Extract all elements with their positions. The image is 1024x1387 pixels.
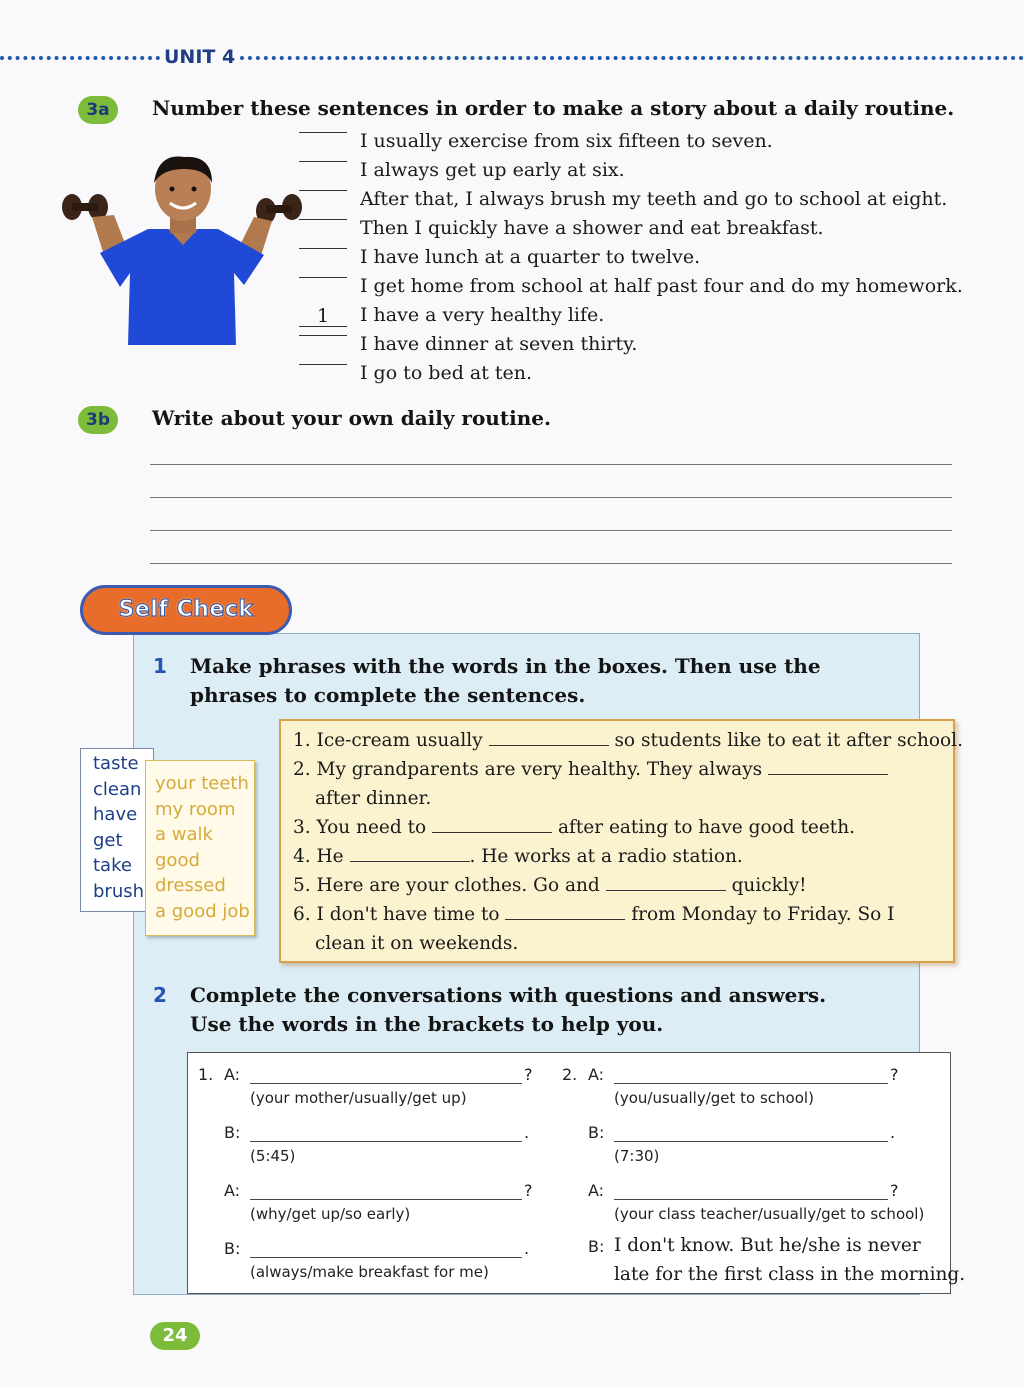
order-blank[interactable] xyxy=(299,248,347,249)
dotted-rule-right xyxy=(240,56,1024,60)
word-item: my room xyxy=(155,798,236,820)
section-3b-badge: 3b xyxy=(78,406,118,434)
self-check-label: Self Check xyxy=(80,585,292,635)
question-mark: ? xyxy=(890,1065,899,1084)
exercise-1-instruction: phrases to complete the sentences. xyxy=(190,683,586,707)
speaker-label: A: xyxy=(224,1065,241,1084)
exercise-2-instruction: Use the words in the brackets to help you. xyxy=(190,1012,664,1036)
word-item: good xyxy=(155,849,200,871)
period-mark: . xyxy=(890,1123,896,1142)
word-item: a good job xyxy=(155,900,250,922)
section-3b-heading: Write about your own daily routine. xyxy=(152,406,551,430)
exercise-1-instruction: Make phrases with the words in the boxes. Then use the xyxy=(190,654,821,678)
writing-line[interactable] xyxy=(150,497,952,498)
hint-text: (you/usually/get to school) xyxy=(614,1089,814,1107)
hint-text: (why/get up/so early) xyxy=(250,1205,411,1223)
conv-1-number: 1. xyxy=(198,1065,214,1084)
hint-text: (always/make breakfast for me) xyxy=(250,1263,489,1281)
answer-line[interactable] xyxy=(614,1083,888,1084)
order-blank[interactable] xyxy=(299,277,347,278)
sentence-6-cont: clean it on weekends. xyxy=(315,933,519,954)
sentence-item: I go to bed at ten. xyxy=(360,362,533,384)
hint-text: (5:45) xyxy=(250,1147,296,1165)
answer-blank[interactable] xyxy=(768,759,888,775)
answer-line[interactable] xyxy=(250,1141,522,1142)
hint-text: (7:30) xyxy=(614,1147,660,1165)
sentence-3: 3. You need to after eating to have good teeth. xyxy=(293,817,855,838)
unit-title: UNIT 4 xyxy=(160,47,239,67)
answer-line[interactable] xyxy=(614,1141,888,1142)
exercise-1-number: 1 xyxy=(153,654,167,678)
sentence-5: 5. Here are your clothes. Go and quickly! xyxy=(293,875,807,896)
answer-line[interactable] xyxy=(250,1199,522,1200)
sentence-item: I usually exercise from six fifteen to seven. xyxy=(360,130,773,152)
conv-2-number: 2. xyxy=(562,1065,578,1084)
speaker-label: A: xyxy=(224,1181,241,1200)
word-item: clean xyxy=(93,778,142,800)
speaker-label: B: xyxy=(224,1239,241,1258)
answer-blank[interactable] xyxy=(606,875,726,891)
sentence-2: 2. My grandparents are very healthy. They always xyxy=(293,755,888,784)
sentence-item: After that, I always brush my teeth and go to school at eight. xyxy=(360,188,948,210)
order-blank[interactable] xyxy=(299,132,347,133)
speaker-label: B: xyxy=(588,1237,605,1256)
writing-line[interactable] xyxy=(150,464,952,465)
word-item: dressed xyxy=(155,875,226,896)
sentence-item: I have dinner at seven thirty. xyxy=(360,333,638,355)
noun-word-box xyxy=(145,760,255,936)
order-blank[interactable] xyxy=(299,364,347,365)
unit-header xyxy=(0,47,1024,67)
given-answer: late for the first class in the morning. xyxy=(614,1264,966,1285)
sentence-item: I always get up early at six. xyxy=(360,159,625,181)
hint-text: (your mother/usually/get up) xyxy=(250,1089,467,1107)
speaker-label: A: xyxy=(588,1065,605,1084)
word-item: your teeth xyxy=(155,773,249,794)
word-item: have xyxy=(93,804,138,825)
period-mark: . xyxy=(524,1123,530,1142)
question-mark: ? xyxy=(890,1181,899,1200)
order-blank[interactable] xyxy=(299,335,347,336)
writing-line[interactable] xyxy=(150,563,952,564)
answer-blank[interactable] xyxy=(489,730,609,746)
sentence-item: I have lunch at a quarter to twelve. xyxy=(360,246,701,268)
sentence-item: I have a very healthy life. xyxy=(360,304,605,326)
sentence-item: I get home from school at half past four and do my homework. xyxy=(360,275,963,297)
sentences-box xyxy=(279,719,963,963)
sentence-4: 4. He . He works at a radio station. xyxy=(293,846,743,867)
answer-blank[interactable] xyxy=(350,846,470,862)
answer-line[interactable] xyxy=(250,1257,522,1258)
word-item: taste xyxy=(93,753,139,774)
left-dumbbell-icon xyxy=(62,194,108,220)
section-3a-badge: 3a xyxy=(78,96,118,124)
boy-with-dumbbells-illustration xyxy=(58,155,308,355)
hint-text: (your class teacher/usually/get to school) xyxy=(614,1205,925,1223)
given-answer: I don't know. But he/she is never xyxy=(614,1235,921,1256)
answer-blank[interactable] xyxy=(505,904,625,920)
exercise-2-number: 2 xyxy=(153,983,167,1007)
question-mark: ? xyxy=(524,1181,533,1200)
speaker-label: B: xyxy=(224,1123,241,1142)
exercise-2-instruction: Complete the conversations with questions and answers. xyxy=(190,983,827,1007)
sentence-6: 6. I don't have time to from Monday to Friday. So I xyxy=(293,904,895,925)
answer-line[interactable] xyxy=(250,1083,522,1084)
speaker-label: B: xyxy=(588,1123,605,1142)
dotted-rule-left xyxy=(0,56,160,60)
word-item: brush xyxy=(93,880,145,902)
conversation-box xyxy=(187,1052,966,1294)
verb-word-box xyxy=(80,748,154,912)
word-item: a walk xyxy=(155,824,213,845)
period-mark: . xyxy=(524,1239,530,1258)
section-3a-heading: Number these sentences in order to make a story about a daily routine. xyxy=(152,96,955,120)
answer-blank[interactable] xyxy=(432,817,552,833)
answer-line[interactable] xyxy=(614,1199,888,1200)
sentence-1: 1. Ice-cream usually so students like to eat it after school. xyxy=(293,730,963,751)
writing-line[interactable] xyxy=(150,530,952,531)
order-blank[interactable] xyxy=(299,190,347,191)
page-number: 24 xyxy=(150,1322,200,1350)
word-item: get xyxy=(93,829,123,851)
speaker-label: A: xyxy=(588,1181,605,1200)
sentence-item: Then I quickly have a shower and eat breakfast. xyxy=(360,217,824,239)
question-mark: ? xyxy=(524,1065,533,1084)
order-blank-filled[interactable]: 1 xyxy=(299,306,347,327)
word-item: take xyxy=(93,855,132,876)
order-blank[interactable] xyxy=(299,161,347,162)
order-blank[interactable] xyxy=(299,219,347,220)
sentence-2-cont: after dinner. xyxy=(315,788,432,809)
